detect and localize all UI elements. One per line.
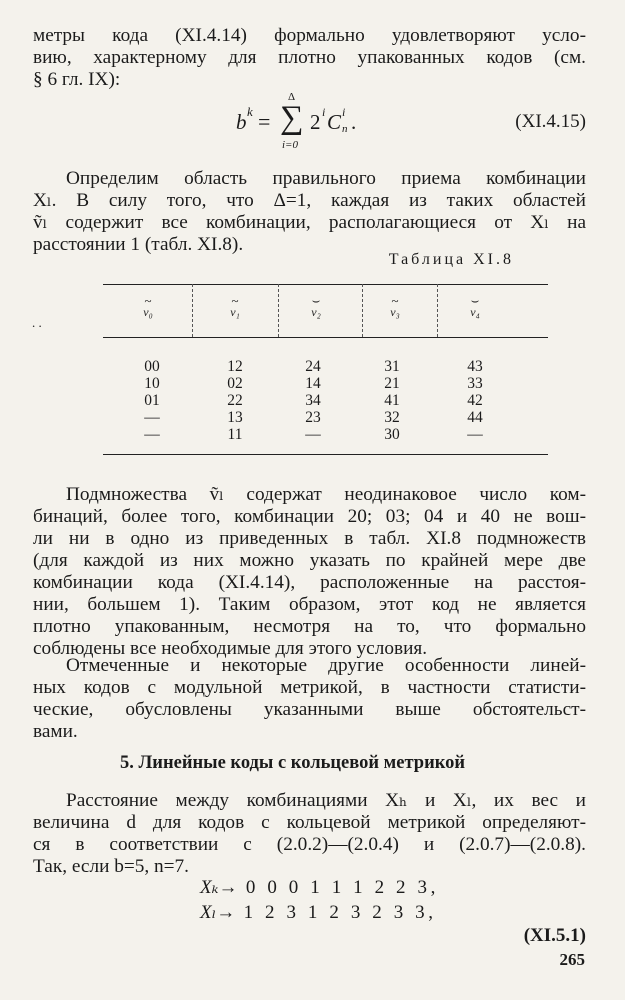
equation-lhs: b <box>236 110 247 134</box>
table-top-rule <box>103 284 548 285</box>
table-cell: 31 <box>384 358 400 375</box>
text-line: вию, характерному для плотно упакованных кодов (см. <box>33 47 586 68</box>
table-cell: 12 <box>227 358 243 375</box>
sum-upper-limit: Δ <box>288 91 296 103</box>
header-label: v₃ <box>390 305 400 319</box>
table-column-v1 <box>205 358 265 443</box>
equation-number: (XI.4.15) <box>515 111 586 132</box>
table-cell: 34 <box>305 392 321 409</box>
text-line: Так, если b=5, n=7. <box>33 856 189 877</box>
table-cell: 10 <box>144 375 160 392</box>
sum-lower-limit: i=0 <box>282 139 298 151</box>
table-header-v2 <box>286 293 346 320</box>
table-cell: 24 <box>305 358 321 375</box>
term-base: 2 <box>310 110 321 134</box>
table-cell: 01 <box>144 392 160 409</box>
table-column-v4 <box>445 358 505 443</box>
equation-number: (XI.5.1) <box>523 925 586 946</box>
text-line: величина d для кодов с кольцевой метрикой определяют- <box>33 812 586 833</box>
table-cell: 23 <box>305 409 321 426</box>
equation-lhs-sup: k <box>247 104 253 119</box>
text-line: соблюдены все необходимые для этого условия. <box>33 638 428 659</box>
text-line: Xₗ. В силу того, что Δ=1, каждая из таких областей <box>33 190 586 211</box>
paragraph-3 <box>33 484 586 660</box>
header-mark: ~ <box>391 293 399 308</box>
term-exp: i <box>322 105 326 119</box>
table-cell: 44 <box>467 409 483 426</box>
text-line: ческие, обусловлены указанными выше обстоятельст- <box>33 699 586 720</box>
text-line: ли ни в одно из приведенных в табл. XI.8 подмножеств <box>33 528 586 549</box>
table-cell: 14 <box>305 375 321 392</box>
paragraph-5 <box>33 790 586 878</box>
sequence-digits: 1 2 3 1 2 3 2 3 3, <box>243 902 437 923</box>
table-header-rule <box>103 337 548 338</box>
paragraph-2 <box>33 168 586 256</box>
table-divider <box>192 284 193 337</box>
text-line: (для каждой из них можно указать по крайней мере две <box>33 550 586 571</box>
sequence-digits: 0 0 0 1 1 1 2 2 3, <box>245 877 439 898</box>
text-line: вами. <box>33 721 78 742</box>
text-line: Расстояние между комбинациями Xₕ и Xₗ, их вес и <box>66 790 586 811</box>
table-cell: 02 <box>227 375 243 392</box>
table-cell: 11 <box>227 426 243 443</box>
text-line: Подмножества ṽₗ содержат неодинаковое число ком- <box>66 484 586 505</box>
text-line: нии, большем 1). Таким образом, этот код не является <box>33 594 586 615</box>
sequence-label: Xₗ→ <box>200 902 236 923</box>
table-cell: — <box>144 426 160 443</box>
header-mark: ⌣ <box>470 293 480 308</box>
table-divider <box>437 284 438 337</box>
table-cell: 22 <box>227 392 243 409</box>
table-divider <box>362 284 363 337</box>
text-line: ся в соответствии с (2.0.2)—(2.0.4) и (2.0.7)—(2.0.8). <box>33 834 586 855</box>
margin-dots: . . <box>32 315 42 330</box>
page-number: 265 <box>559 950 585 969</box>
text-line: Определим область правильного приема комбинации <box>66 168 586 189</box>
table-cell: 33 <box>467 375 483 392</box>
table-header-v0 <box>118 293 178 320</box>
table-column-v3 <box>362 358 422 443</box>
header-mark: ⌣ <box>311 293 321 308</box>
sequence-xl <box>200 901 437 924</box>
table-cell: 42 <box>467 392 483 409</box>
table-cell: — <box>144 409 160 426</box>
table-cell: 32 <box>384 409 400 426</box>
table-header-v4 <box>445 293 505 320</box>
text-line: бинаций, более того, комбинации 20; 03; 04 и 40 не вош- <box>33 506 586 527</box>
table-cell: 30 <box>384 426 400 443</box>
header-label: v₀ <box>143 305 153 319</box>
sum-symbol: ∑ <box>280 100 304 136</box>
table-column-v0 <box>122 358 182 443</box>
text-line: § 6 гл. IX): <box>33 69 121 90</box>
table-title: Таблица XI.8 <box>388 251 514 268</box>
table-header-v1 <box>205 293 265 320</box>
sequence-xk <box>200 876 439 899</box>
text-line: расстоянии 1 (табл. XI.8). <box>33 234 244 255</box>
header-mark: ~ <box>144 293 152 308</box>
header-mark: ~ <box>231 293 239 308</box>
text-line: ṽₗ содержит все комбинации, располагающиеся от Xₗ на <box>33 212 586 233</box>
term-c-sub: n <box>342 123 348 135</box>
section-heading: 5. Линейные коды с кольцевой метрикой <box>120 753 466 773</box>
text-line: комбинации кода (XI.4.14), расположенные на расстоя- <box>33 572 586 593</box>
table-divider <box>278 284 279 337</box>
header-label: v₁ <box>230 305 240 319</box>
table-cell: 13 <box>227 409 243 426</box>
paragraph-1 <box>33 25 586 91</box>
text-line: плотно упакованным, несмотря на то, что формально <box>33 616 586 637</box>
table-cell: 41 <box>384 392 400 409</box>
term-dot: . <box>351 110 357 134</box>
table-cell: 43 <box>467 358 483 375</box>
table-bottom-rule <box>103 454 548 455</box>
text-line: метры кода (XI.4.14) формально удовлетворяют усло- <box>33 25 586 46</box>
equation-equals: = <box>258 109 271 134</box>
header-label: v₄ <box>470 305 480 319</box>
term-c-sup: i <box>342 105 346 119</box>
sequence-label: Xₖ→ <box>200 877 238 898</box>
table-cell: — <box>305 426 321 443</box>
table-cell: — <box>467 426 483 443</box>
table-cell: 00 <box>144 358 160 375</box>
table-cell: 21 <box>384 375 400 392</box>
table-header-v3 <box>365 293 425 320</box>
text-line: Отмеченные и некоторые другие особенности линей- <box>66 655 586 676</box>
term-c: C <box>327 110 342 134</box>
equation-xi-4-15 <box>236 91 586 155</box>
table-column-v2 <box>283 358 343 443</box>
header-label: v₂ <box>311 305 321 319</box>
text-line: ных кодов с модульной метрикой, в частности статисти- <box>33 677 586 698</box>
paragraph-4 <box>33 655 586 743</box>
